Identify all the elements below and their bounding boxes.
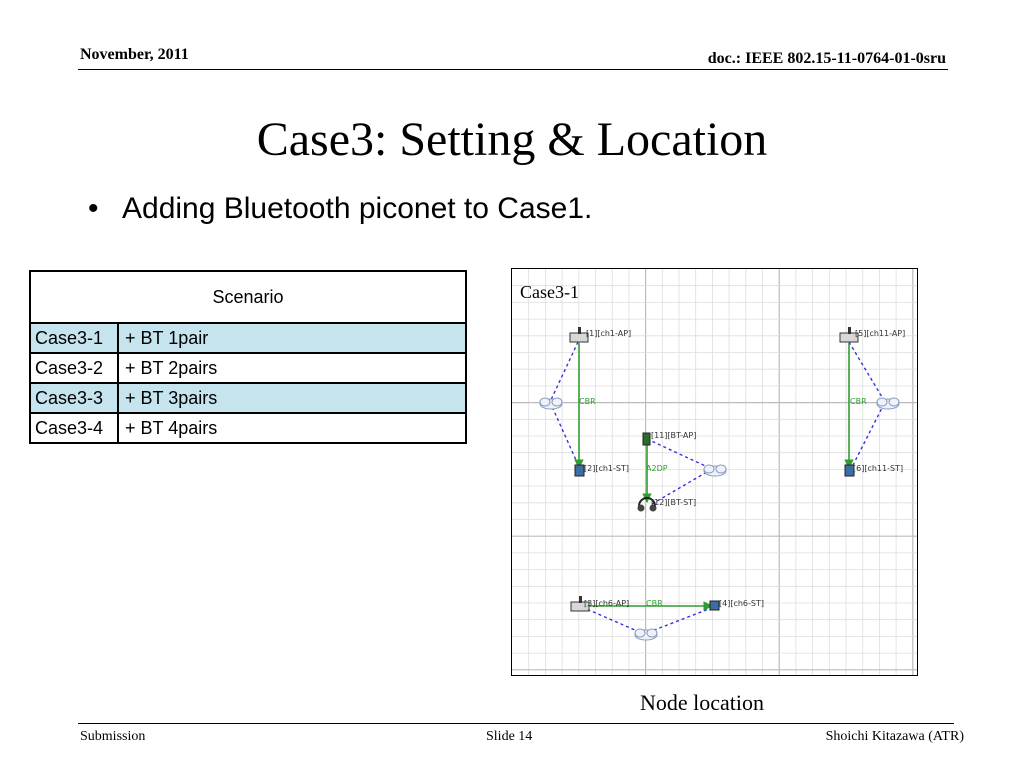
scenario-table bbox=[29, 270, 467, 444]
cloud-icon bbox=[877, 398, 899, 409]
station-icon bbox=[575, 465, 584, 476]
node-label-ch6-ap: [3][ch6-AP] bbox=[584, 599, 630, 608]
footer-slide-number: Slide 14 bbox=[486, 729, 533, 744]
bt-device-icon bbox=[643, 433, 650, 445]
node-label-ch11-st: [6][ch11-ST] bbox=[853, 464, 904, 473]
node-label-ch1-ap: [1][ch1-AP] bbox=[586, 329, 632, 338]
node-label-ch6-st: [4][ch6-ST] bbox=[719, 599, 764, 608]
desc-cell: + BT 3pairs bbox=[118, 383, 466, 413]
diagram-caption: Node location bbox=[640, 690, 765, 715]
case-cell: Case3-2 bbox=[30, 353, 118, 383]
bullet-item bbox=[88, 192, 592, 226]
desc-cell: + BT 4pairs bbox=[118, 413, 466, 443]
table-header: Scenario bbox=[30, 271, 466, 323]
header-date: November, 2011 bbox=[80, 46, 189, 63]
cloud-icon bbox=[704, 465, 726, 476]
table-header-row bbox=[30, 271, 466, 323]
flow-label-bottom: CBR bbox=[646, 599, 663, 608]
diagram-svg bbox=[512, 269, 917, 675]
case-cell: Case3-3 bbox=[30, 383, 118, 413]
cloud-icon bbox=[635, 629, 657, 640]
footer-left: Submission bbox=[80, 729, 146, 744]
flow-label-right: CBR bbox=[850, 397, 867, 406]
flow-label-bt: A2DP bbox=[646, 464, 668, 473]
bullet-text: Adding Bluetooth piconet to Case1. bbox=[122, 192, 593, 225]
table-row bbox=[30, 383, 466, 413]
table-row bbox=[30, 323, 466, 353]
case-cell: Case3-1 bbox=[30, 323, 118, 353]
footer-author: Shoichi Kitazawa (ATR) bbox=[825, 729, 964, 744]
footer-divider bbox=[78, 723, 954, 724]
cloud-icon bbox=[540, 398, 562, 409]
station-icon bbox=[710, 601, 719, 610]
table-row bbox=[30, 413, 466, 443]
diagram-label: Case3-1 bbox=[520, 282, 579, 302]
header-doc-id: doc.: IEEE 802.15-11-0764-01-0sru bbox=[707, 50, 946, 67]
node-label-bt-ap: [11][BT-AP] bbox=[651, 431, 697, 440]
node-location-diagram bbox=[511, 268, 918, 676]
header-divider bbox=[78, 69, 948, 70]
case-cell: Case3-4 bbox=[30, 413, 118, 443]
node-label-ch1-st: [2][ch1-ST] bbox=[584, 464, 629, 473]
table-row bbox=[30, 353, 466, 383]
desc-cell: + BT 1pair bbox=[118, 323, 466, 353]
flow-label-left: CBR bbox=[579, 397, 596, 406]
node-label-bt-st: [12][BT-ST] bbox=[651, 498, 697, 507]
desc-cell: + BT 2pairs bbox=[118, 353, 466, 383]
bullet-marker: • bbox=[88, 192, 99, 225]
slide-title: Case3: Setting & Location bbox=[256, 113, 768, 166]
node-label-ch11-ap: [5][ch11-AP] bbox=[855, 329, 906, 338]
